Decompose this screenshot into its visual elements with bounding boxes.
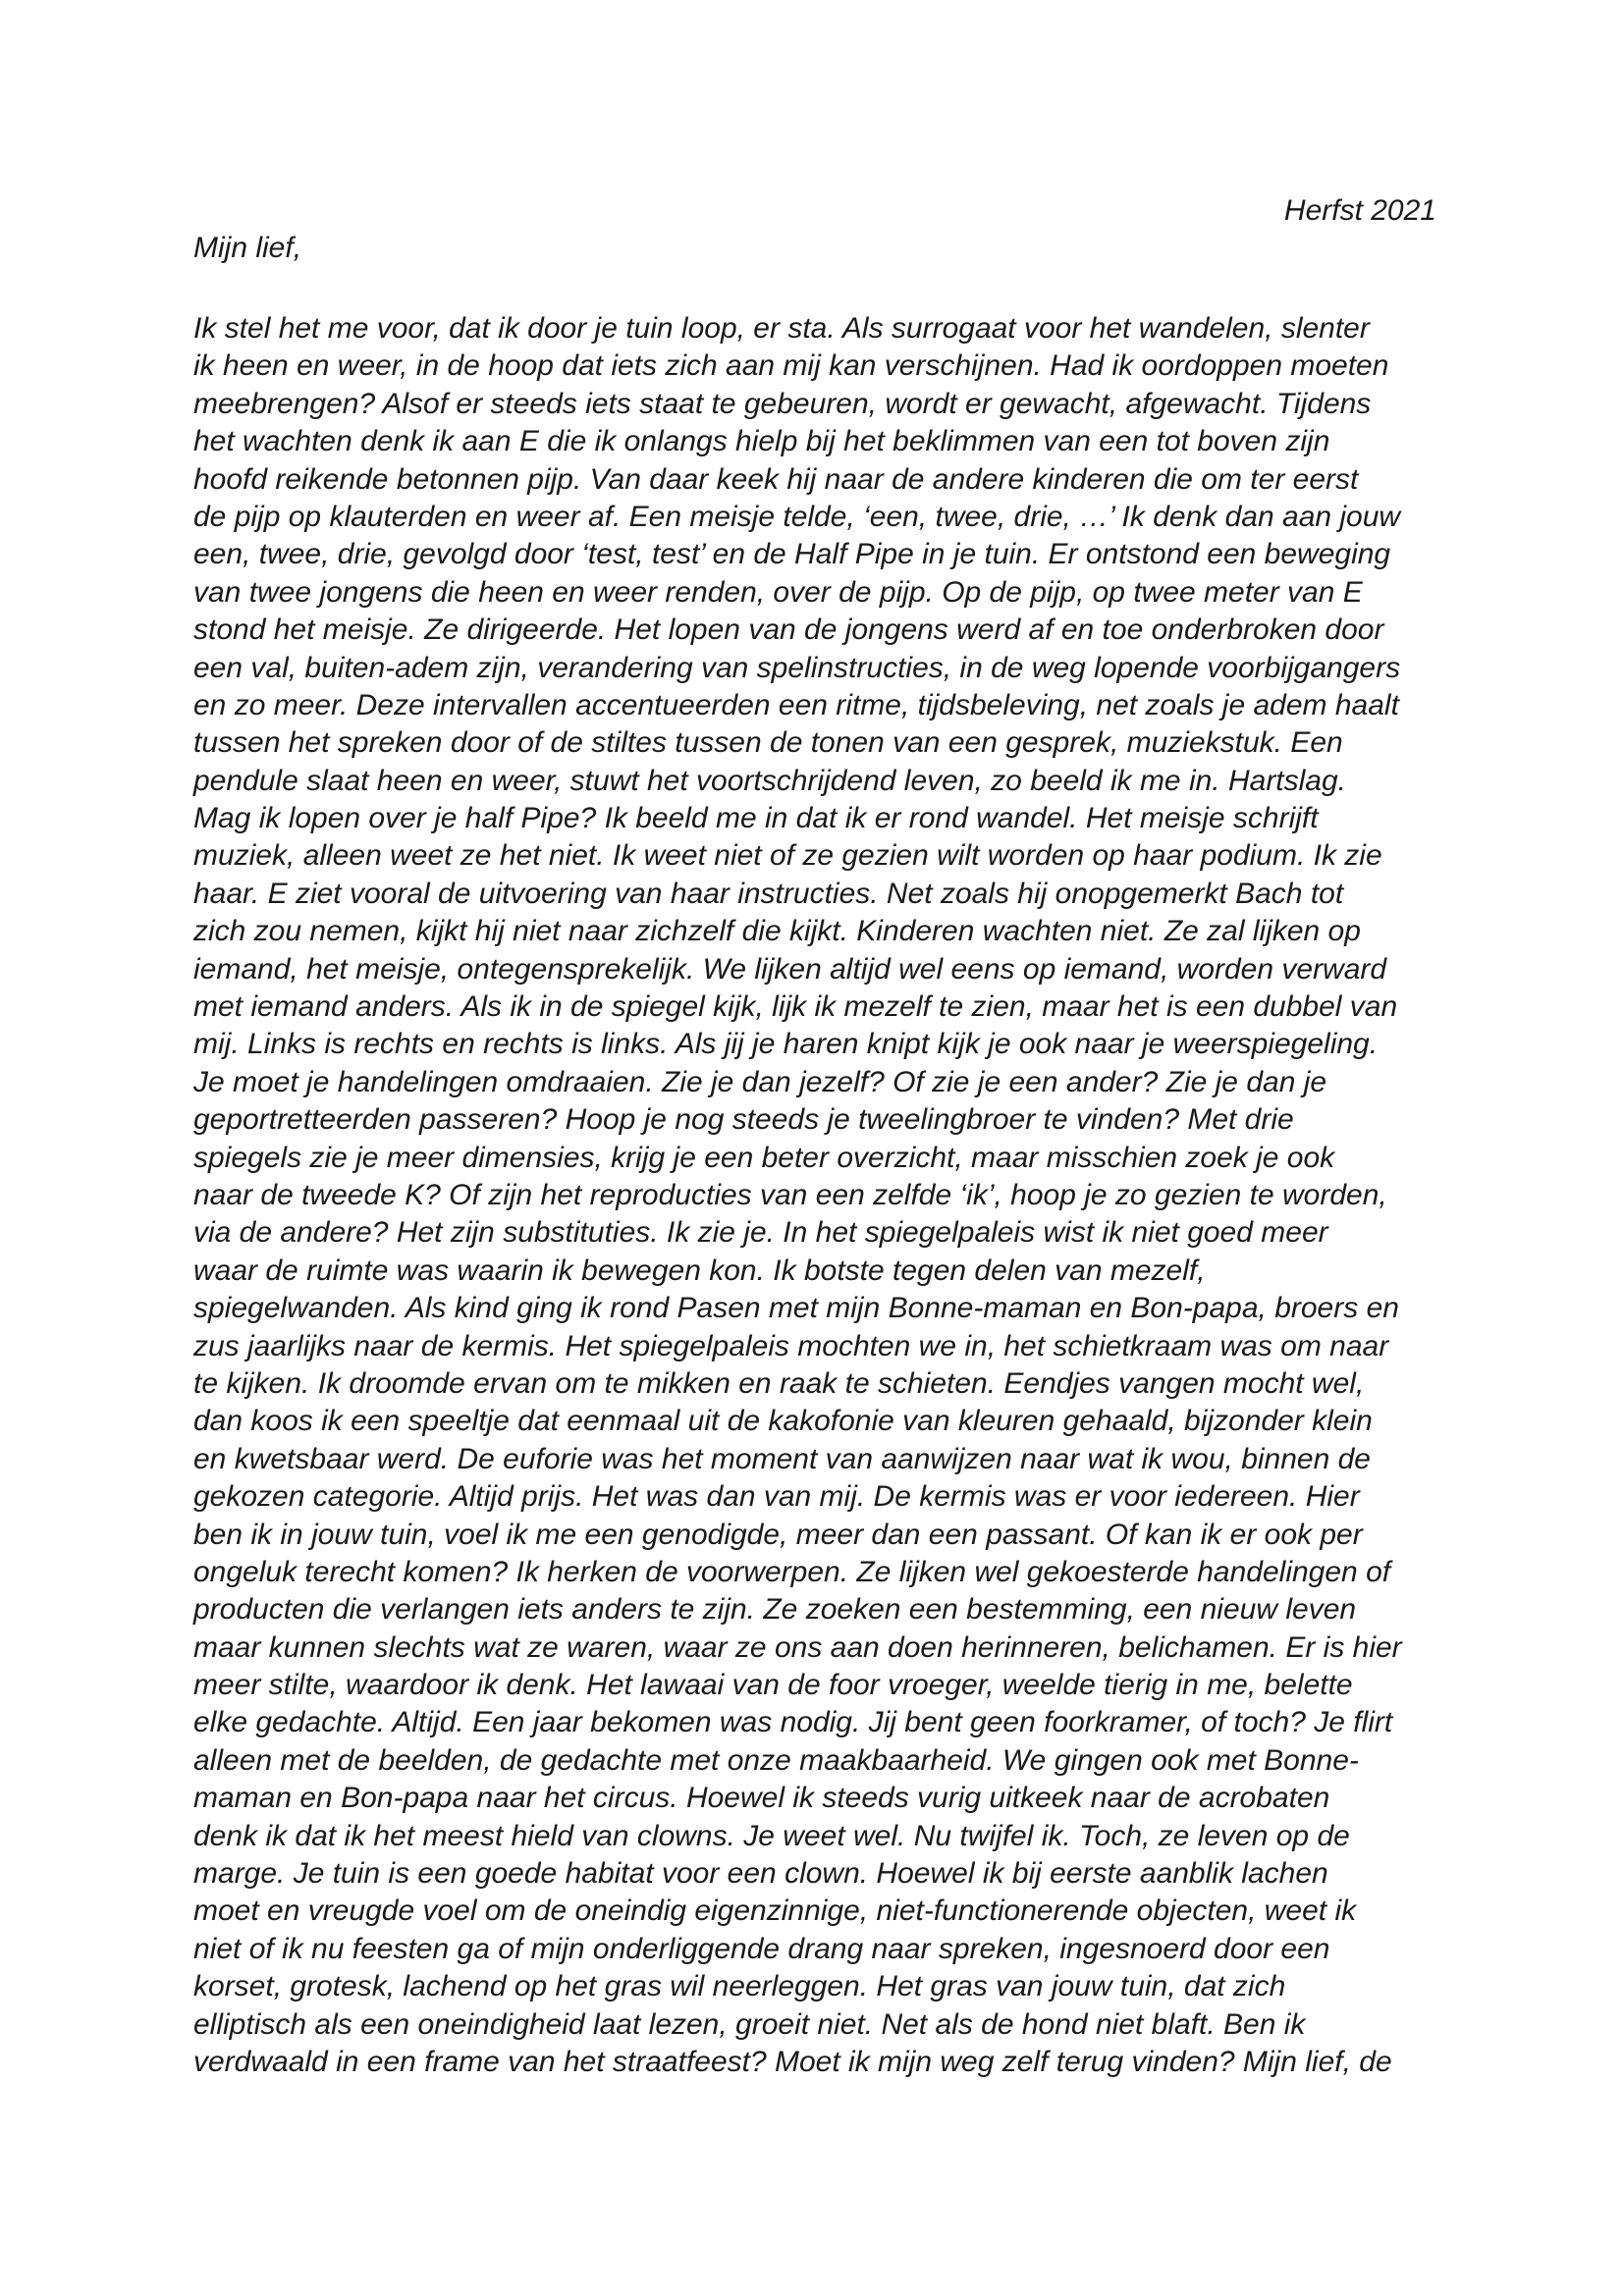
body-line: geportretteerden passeren? Hoop je nog steeds je tweelingbroer te vinden? Met drie [193, 1103, 1294, 1137]
body-line: meer stilte, waardoor ik denk. Het lawaai van de foor vroeger, weelde tierig in me, belette [193, 1669, 1353, 1702]
body-line: van twee jongens die heen en weer renden, over de pijp. Op de pijp, op twee meter van E [193, 575, 1363, 609]
body-line: Je moet je handelingen omdraaien. Zie je dan jezelf? Of zie je een ander? Zie je dan je [193, 1065, 1327, 1098]
body-line: Ik stel het me voor, dat ik door je tuin loop, er sta. Als surrogaat voor het wandelen, slenter [193, 312, 1370, 345]
body-line: naar de tweede K? Of zijn het reproducties van een zelfde ‘ik’, hoop je zo gezien te worden, [193, 1178, 1387, 1211]
body-line: het wachten denk ik aan E die ik onlangs hielp bij het beklimmen van een tot boven zijn [193, 425, 1330, 458]
body-line: dan koos ik een speeltje dat eenmaal uit de kakofonie van kleuren gehaald, bijzonder klein [193, 1405, 1373, 1438]
body-line: stond het meisje. Ze dirigeerde. Het lopen van de jongens werd af en toe onderbroken door [193, 614, 1384, 647]
body-line: mij. Links is rechts en rechts is links. Als jij je haren knipt kijk je ook naar je weerspiegeling. [193, 1028, 1379, 1061]
body-line: meebrengen? Alsof er steeds iets staat te gebeuren, wordt er gewacht, afgewacht. Tijdens [193, 387, 1372, 420]
body-line: ongeluk terecht komen? Ik herken de voorwerpen. Ze lijken wel gekoesterde handelingen of [193, 1555, 1391, 1588]
body-line: hoofd reikende betonnen pijp. Van daar keek hij naar de andere kinderen die om ter eerst [193, 462, 1359, 496]
body-line: maar kunnen slechts wat ze waren, waar ze ons aan doen herinneren, belichamen. Er is hier [193, 1630, 1402, 1664]
body-line: spiegelwanden. Als kind ging ik rond Pasen met mijn Bonne-maman en Bon-papa, broers en [193, 1292, 1399, 1325]
body-line: korset, grotesk, lachend op het gras wil neerleggen. Het gras van jouw tuin, dat zich [193, 1970, 1286, 2003]
body-line: spiegels zie je meer dimensies, krijg je een beter overzicht, maar misschien zoek je ook [193, 1141, 1335, 1174]
body-line: zus jaarlijks naar de kermis. Het spiegelpaleis mochten we in, het schietkraam was om naar [193, 1329, 1389, 1362]
letter-date: Herfst 2021 [1283, 194, 1436, 227]
body-line: ik heen en weer, in de hoop dat iets zich aan mij kan verschijnen. Had ik oordoppen moeten [193, 349, 1389, 383]
body-line: alleen met de beelden, de gedachte met onze maakbaarheid. We gingen ook met Bonne- [193, 1743, 1359, 1777]
body-line: Mag ik lopen over je half Pipe? Ik beeld me in dat ik er rond wandel. Het meisje schrijft [193, 802, 1319, 835]
body-line: een, twee, drie, gevolgd door ‘test, test’ en de Half Pipe in je tuin. Er ontstond een beweging [193, 538, 1391, 571]
body-line: via de andere? Het zijn substituties. Ik zie je. In het spiegelpaleis wist ik niet goed meer [193, 1216, 1328, 1250]
body-line: met iemand anders. Als ik in de spiegel kijk, lijk ik mezelf te zien, maar het is een dubbel van [193, 990, 1398, 1024]
body-line: muziek, alleen weet ze het niet. Ik weet niet of ze gezien wilt worden op haar podium. Ik zie [193, 839, 1382, 873]
body-line: elliptisch als een oneindigheid laat lezen, groeit niet. Net als de hond niet blaft. Ben ik [193, 2007, 1306, 2041]
body-line: haar. E ziet vooral de uitvoering van haar instructies. Net zoals hij onopgemerkt Bach tot [193, 877, 1344, 910]
body-line: waar de ruimte was waarin ik bewegen kon. Ik botste tegen delen van mezelf, [193, 1254, 1206, 1287]
body-line: gekozen categorie. Altijd prijs. Het was dan van mij. De kermis was er voor iedereen. Hier [193, 1480, 1360, 1514]
body-line: een val, buiten-adem zijn, verandering van spelinstructies, in de weg lopende voorbijgangers [193, 651, 1401, 684]
body-line: moet en vreugde voel om de oneindig eigenzinnige, niet-functionerende objecten, weet ik [193, 1895, 1357, 1928]
body-line: ben ik in jouw tuin, voel ik me een genodigde, meer dan een passant. Of kan ik er ook per [193, 1518, 1363, 1551]
body-line: pendule slaat heen en weer, stuwt het voortschrijdend leven, zo beeld ik me in. Hartslag. [193, 764, 1347, 797]
body-line: tussen het spreken door of de stiltes tussen de tonen van een gesprek, muziekstuk. Een [193, 726, 1343, 760]
body-line: marge. Je tuin is een goede habitat voor een clown. Hoewel ik bij eerste aanblik lachen [193, 1857, 1328, 1891]
body-line: niet of ik nu feesten ga of mijn onderliggende drang naar spreken, ingesnoerd door een [193, 1932, 1330, 1965]
body-line: denk ik dat ik het meest hield van clowns. Je weet wel. Nu twijfel ik. Toch, ze leven op de [193, 1819, 1350, 1852]
body-line: en zo meer. Deze intervallen accentueerden een ritme, tijdsbeleving, net zoals je adem haalt [193, 688, 1399, 721]
body-line: producten die verlangen iets anders te zijn. Ze zoeken een bestemming, een nieuw leven [193, 1593, 1357, 1627]
body-line: zich zou nemen, kijkt hij niet naar zichzelf die kijkt. Kinderen wachten niet. Ze zal lijken op [193, 915, 1361, 948]
body-line: te kijken. Ik droomde ervan om te mikken en raak te schieten. Eendjes vangen mocht wel, [193, 1366, 1365, 1400]
letter-salutation: Mijn lief, [193, 232, 302, 264]
body-line: iemand, het meisje, ontegensprekelijk. We lijken altijd wel eens op iemand, worden verward [193, 952, 1387, 986]
body-line: elke gedachte. Altijd. Een jaar bekomen was nodig. Jij bent geen foorkramer, of toch? Je flirt [193, 1706, 1393, 1739]
body-line: maman en Bon-papa naar het circus. Hoewel ik steeds vurig uitkeek naar de acrobaten [193, 1782, 1330, 1815]
body-line: de pijp op klauterden en weer af. Een meisje telde, ‘een, twee, drie, …’ Ik denk dan aan jouw [193, 500, 1401, 533]
letter-body [193, 310, 1440, 2081]
body-line: verdwaald in een frame van het straatfeest? Moet ik mijn weg zelf terug vinden? Mijn lief, de [193, 2045, 1392, 2078]
body-line: en kwetsbaar werd. De euforie was het moment van aanwijzen naar wat ik wou, binnen de [193, 1442, 1371, 1475]
